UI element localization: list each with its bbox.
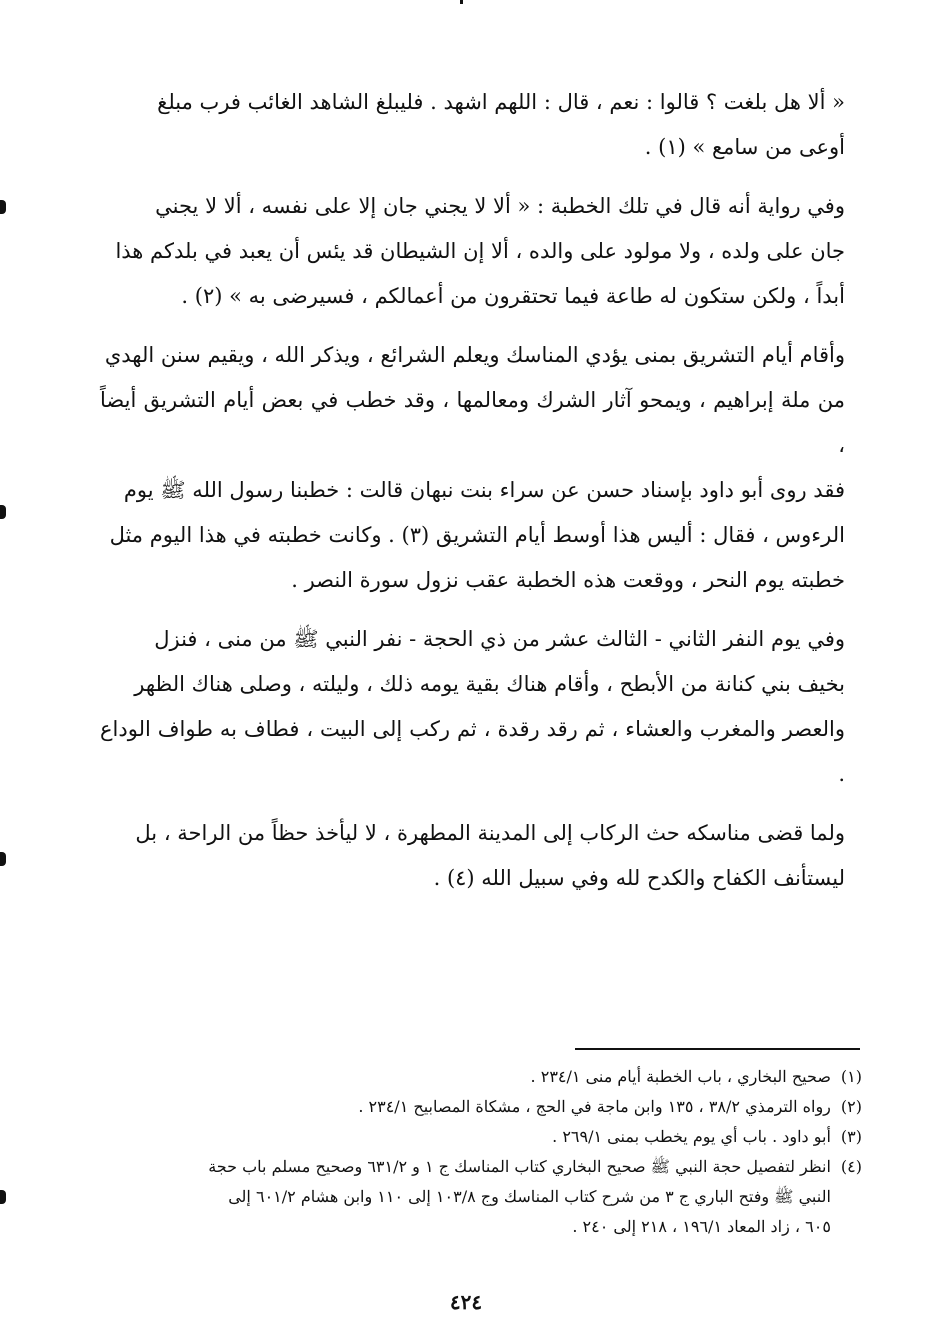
footnotes	[110, 1062, 862, 1242]
footnote-number: (١)	[840, 1067, 862, 1086]
text-line: وفي يوم النفر الثاني - الثالث عشر من ذي الحجة - نفر النبي ﷺ من منى ، فنزل	[154, 627, 845, 651]
text-line: والعصر والمغرب والعشاء ، ثم رقد رقدة ، ثم ركب إلى البيت ، فطاف به طواف الوداع .	[100, 717, 845, 786]
scan-edge-mark	[0, 200, 6, 214]
scan-edge-mark	[0, 505, 6, 519]
main-text	[100, 80, 845, 915]
scan-mark	[460, 0, 463, 4]
paragraph-4	[100, 617, 845, 797]
footnote-line: النبي ﷺ وفتح الباري ج ٣ من شرح كتاب المناسك وج ١٠٣/٨ إلى ١١٠ وابن هشام ٦٠١/٢ إلى	[228, 1187, 831, 1206]
footnote-line: رواه الترمذي ٣٨/٢ ، ١٣٥ وابن ماجة في الحج ، مشكاة المصابيح ٢٣٤/١ .	[358, 1097, 831, 1116]
footnote-line: صحيح البخاري ، باب الخطبة أيام منى ٢٣٤/١ .	[530, 1067, 831, 1086]
paragraph-3	[100, 333, 845, 603]
text-line: فقد روى أبو داود بإسناد حسن عن سراء بنت نبهان قالت : خطبنا رسول الله ﷺ يوم	[123, 478, 845, 502]
paragraph-2	[100, 184, 845, 319]
text-line: بخيف بني كنانة من الأبطح ، وأقام هناك بقية يومه ذلك ، وليلته ، وصلى هناك الظهر	[134, 672, 845, 696]
text-line: أبداً ، ولكن ستكون له طاعة فيما تحتقرون من أعمالكم ، فسيرضى به » (٢) .	[181, 284, 845, 308]
footnote-4	[110, 1152, 862, 1242]
paragraph-5	[100, 811, 845, 901]
text-line: أوعى من سامع » (١) .	[644, 135, 845, 159]
footnote-number: (٢)	[840, 1097, 862, 1116]
text-line: جان على ولده ، ولا مولود على والده ، ألا إن الشيطان قد يئس أن يعبد في بلدكم هذا	[115, 239, 845, 263]
footnote-divider	[575, 1048, 860, 1050]
text-line: الرءوس ، فقال : أليس هذا أوسط أيام التشريق (٣) . وكانت خطبته في هذا اليوم مثل	[109, 523, 845, 547]
paragraph-1	[100, 80, 845, 170]
footnote-line: أبو داود . باب أي يوم يخطب بمنى ٢٦٩/١ .	[552, 1127, 831, 1146]
scan-edge-mark	[0, 852, 6, 866]
footnote-line: انظر لتفصيل حجة النبي ﷺ صحيح البخاري كتاب المناسك ج ١ و ٦٣١/٢ وصحيح مسلم باب حجة	[208, 1157, 831, 1176]
footnote-number: (٣)	[840, 1127, 862, 1146]
text-line: « ألا هل بلغت ؟ قالوا : نعم ، قال : اللهم اشهد . فليبلغ الشاهد الغائب فرب مبلغ	[157, 90, 845, 114]
footnote-2	[110, 1092, 862, 1122]
text-line: خطبته يوم النحر ، ووقعت هذه الخطبة عقب نزول سورة النصر .	[291, 568, 845, 592]
text-line: ولما قضى مناسكه حث الركاب إلى المدينة المطهرة ، لا ليأخذ حظاً من الراحة ، بل	[135, 821, 845, 845]
page-number: ٤٢٤	[449, 1290, 483, 1314]
text-line: ليستأنف الكفاح والكدح لله وفي سبيل الله (٤) .	[433, 866, 845, 890]
footnote-line: ٦٠٥ ، زاد المعاد ١٩٦/١ ، ٢١٨ إلى ٢٤٠ .	[572, 1217, 831, 1236]
text-line: من ملة إبراهيم ، ويمحو آثار الشرك ومعالمها ، وقد خطب في بعض أيام التشريق أيضاً ،	[100, 388, 845, 457]
text-line: وأقام أيام التشريق بمنى يؤدي المناسك ويعلم الشرائع ، ويذكر الله ، ويقيم سنن الهدي	[104, 343, 845, 367]
footnote-1	[110, 1062, 862, 1092]
footnote-3	[110, 1122, 862, 1152]
footnote-number: (٤)	[840, 1157, 862, 1176]
text-line: وفي رواية أنه قال في تلك الخطبة : « ألا لا يجني جان إلا على نفسه ، ألا لا يجني	[155, 194, 845, 218]
scan-edge-mark	[0, 1190, 6, 1204]
